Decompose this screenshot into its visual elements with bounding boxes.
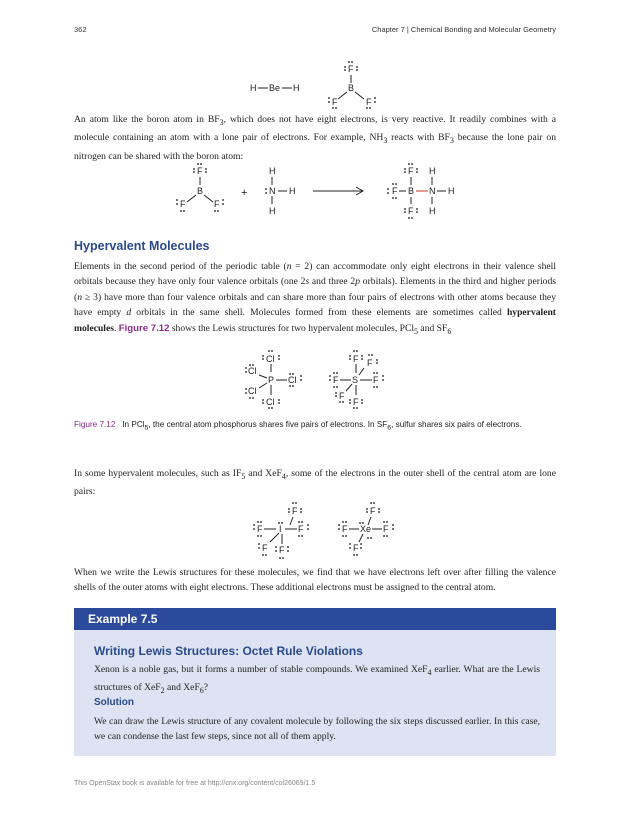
atom-b: B — [408, 186, 415, 196]
atom-f: F — [367, 358, 373, 368]
paragraph-bf3: An atom like the boron atom in $BF_3$, which does not have eight electrons, is very reactive. It readily combines with a molecule containing an atom with a lone pair of electrons. For example, $NH_3$ reacts with $BF_3$ because the lone pair on nitrogen can be shared with the boron atom: — [74, 114, 556, 162]
footer-note: This OpenStax book is available for free at http://cnx.org/content/col26069/1.5 — [74, 780, 316, 787]
atom-f: F — [180, 199, 186, 209]
atom-cl: Cl — [288, 375, 297, 385]
atom-f: F — [332, 97, 338, 107]
atom-cl: Cl — [266, 354, 275, 364]
atom-i: I — [279, 524, 282, 534]
atom-cl: Cl — [248, 366, 257, 376]
figure-7-12-link[interactable]: Figure 7.12 — [118, 322, 170, 334]
paragraph-lone-pairs: In some hypervalent molecules, such as $IF_5$ and XeF$_4$, some of the electrons in the outer shell of the central atom are lone pairs: — [74, 468, 556, 498]
atom-f: F — [370, 506, 376, 516]
atom-f: F — [353, 354, 359, 364]
pcl5-sf6-lewis-structures — [240, 345, 400, 413]
atom-f: F — [348, 64, 354, 74]
atom-f: F — [342, 524, 348, 534]
atom-s: S — [352, 375, 359, 385]
atom-f: F — [339, 391, 345, 401]
atom-f: F — [197, 166, 203, 176]
atom-f: F — [383, 524, 389, 534]
solution-label: Solution — [94, 697, 134, 708]
atom-f: F — [257, 524, 263, 534]
atom-f: F — [408, 206, 414, 216]
solution-text: We can draw the Lewis structure of any covalent molecule by following the six steps discussed earlier. In this case, we can condense the last few steps, since not all of them apply. — [94, 716, 540, 743]
atom-b: B — [197, 186, 204, 196]
atom-h: H — [429, 206, 436, 216]
atom-f: F — [292, 506, 298, 516]
page-number: 362 — [74, 25, 87, 34]
atom-f: F — [408, 166, 414, 176]
example-question: Xenon is a noble gas, but it forms a number of stable compounds. We examined XeF$_4$ earlier. What are the Lewis structures of XeF$_2$ and XeF$_6$? — [94, 664, 540, 696]
atom-h: H — [289, 186, 296, 196]
if5-xef4-lewis-structures — [250, 498, 410, 560]
plus-sign: + — [241, 187, 248, 199]
atom-p: P — [268, 375, 275, 385]
atom-f: F — [353, 397, 359, 407]
atom-f: F — [366, 97, 372, 107]
paragraph-hypervalent: Elements in the second period of the periodic table (n = 2) can accommodate only eight electrons in their valence shell orbitals because they have only four valence orbitals (one 2s and three 2p orbitals). Elements in the third and higher periods (n ≥ 3) have more than four valence orbitals and can share more than four pairs of electrons with other atoms because they have empty d orbitals in the same shell. Molecules formed from these elements are sometimes called hypervalent molecules. Figure 7.12 shows the Lewis structures for two hypervalent molecules, PCl$_5$ and $SF_6$ — [74, 261, 556, 336]
example-heading: Writing Lewis Structures: Octet Rule Violations — [94, 644, 363, 658]
atom-h: H — [269, 206, 276, 216]
atom-h: H — [448, 186, 455, 196]
chapter-title: Chapter 7 | Chemical Bonding and Molecular Geometry — [371, 25, 556, 34]
atom-b: B — [348, 83, 355, 93]
atom-h: H — [293, 83, 300, 93]
atom-f: F — [262, 543, 268, 553]
atom-be: Be — [269, 83, 281, 93]
atom-f: F — [214, 199, 220, 209]
atom-n: N — [269, 186, 276, 196]
atom-f: F — [353, 543, 359, 553]
atom-f: F — [392, 186, 398, 196]
example-title: Example 7.5 — [88, 612, 158, 626]
atom-cl: Cl — [266, 397, 275, 407]
atom-f: F — [298, 524, 304, 534]
atom-xe: Xe — [360, 524, 372, 534]
figure-7-12-caption: Figure 7.12 In PCl$_5$, the central atom phosphorus shares five pairs of electrons. In $SF_6$, sulfur shares six pairs of electrons. — [74, 420, 522, 432]
beh2-bf3-lewis-structures — [240, 58, 390, 110]
section-heading-hypervalent: Hypervalent Molecules — [74, 239, 210, 253]
atom-h: H — [269, 166, 276, 176]
atom-f: F — [333, 375, 339, 385]
atom-f: F — [373, 375, 379, 385]
atom-n: N — [429, 186, 436, 196]
atom-h: H — [250, 83, 257, 93]
paragraph-extra-electrons: When we write the Lewis structures for these molecules, we find that we have electrons left over after filling the valence shells of the outer atoms with eight electrons. These additional electrons must be assigned to the central atom. — [74, 567, 556, 594]
atom-f: F — [279, 545, 285, 555]
bf3-nh3-reaction — [170, 160, 490, 222]
atom-h: H — [429, 166, 436, 176]
atom-cl: Cl — [248, 386, 257, 396]
